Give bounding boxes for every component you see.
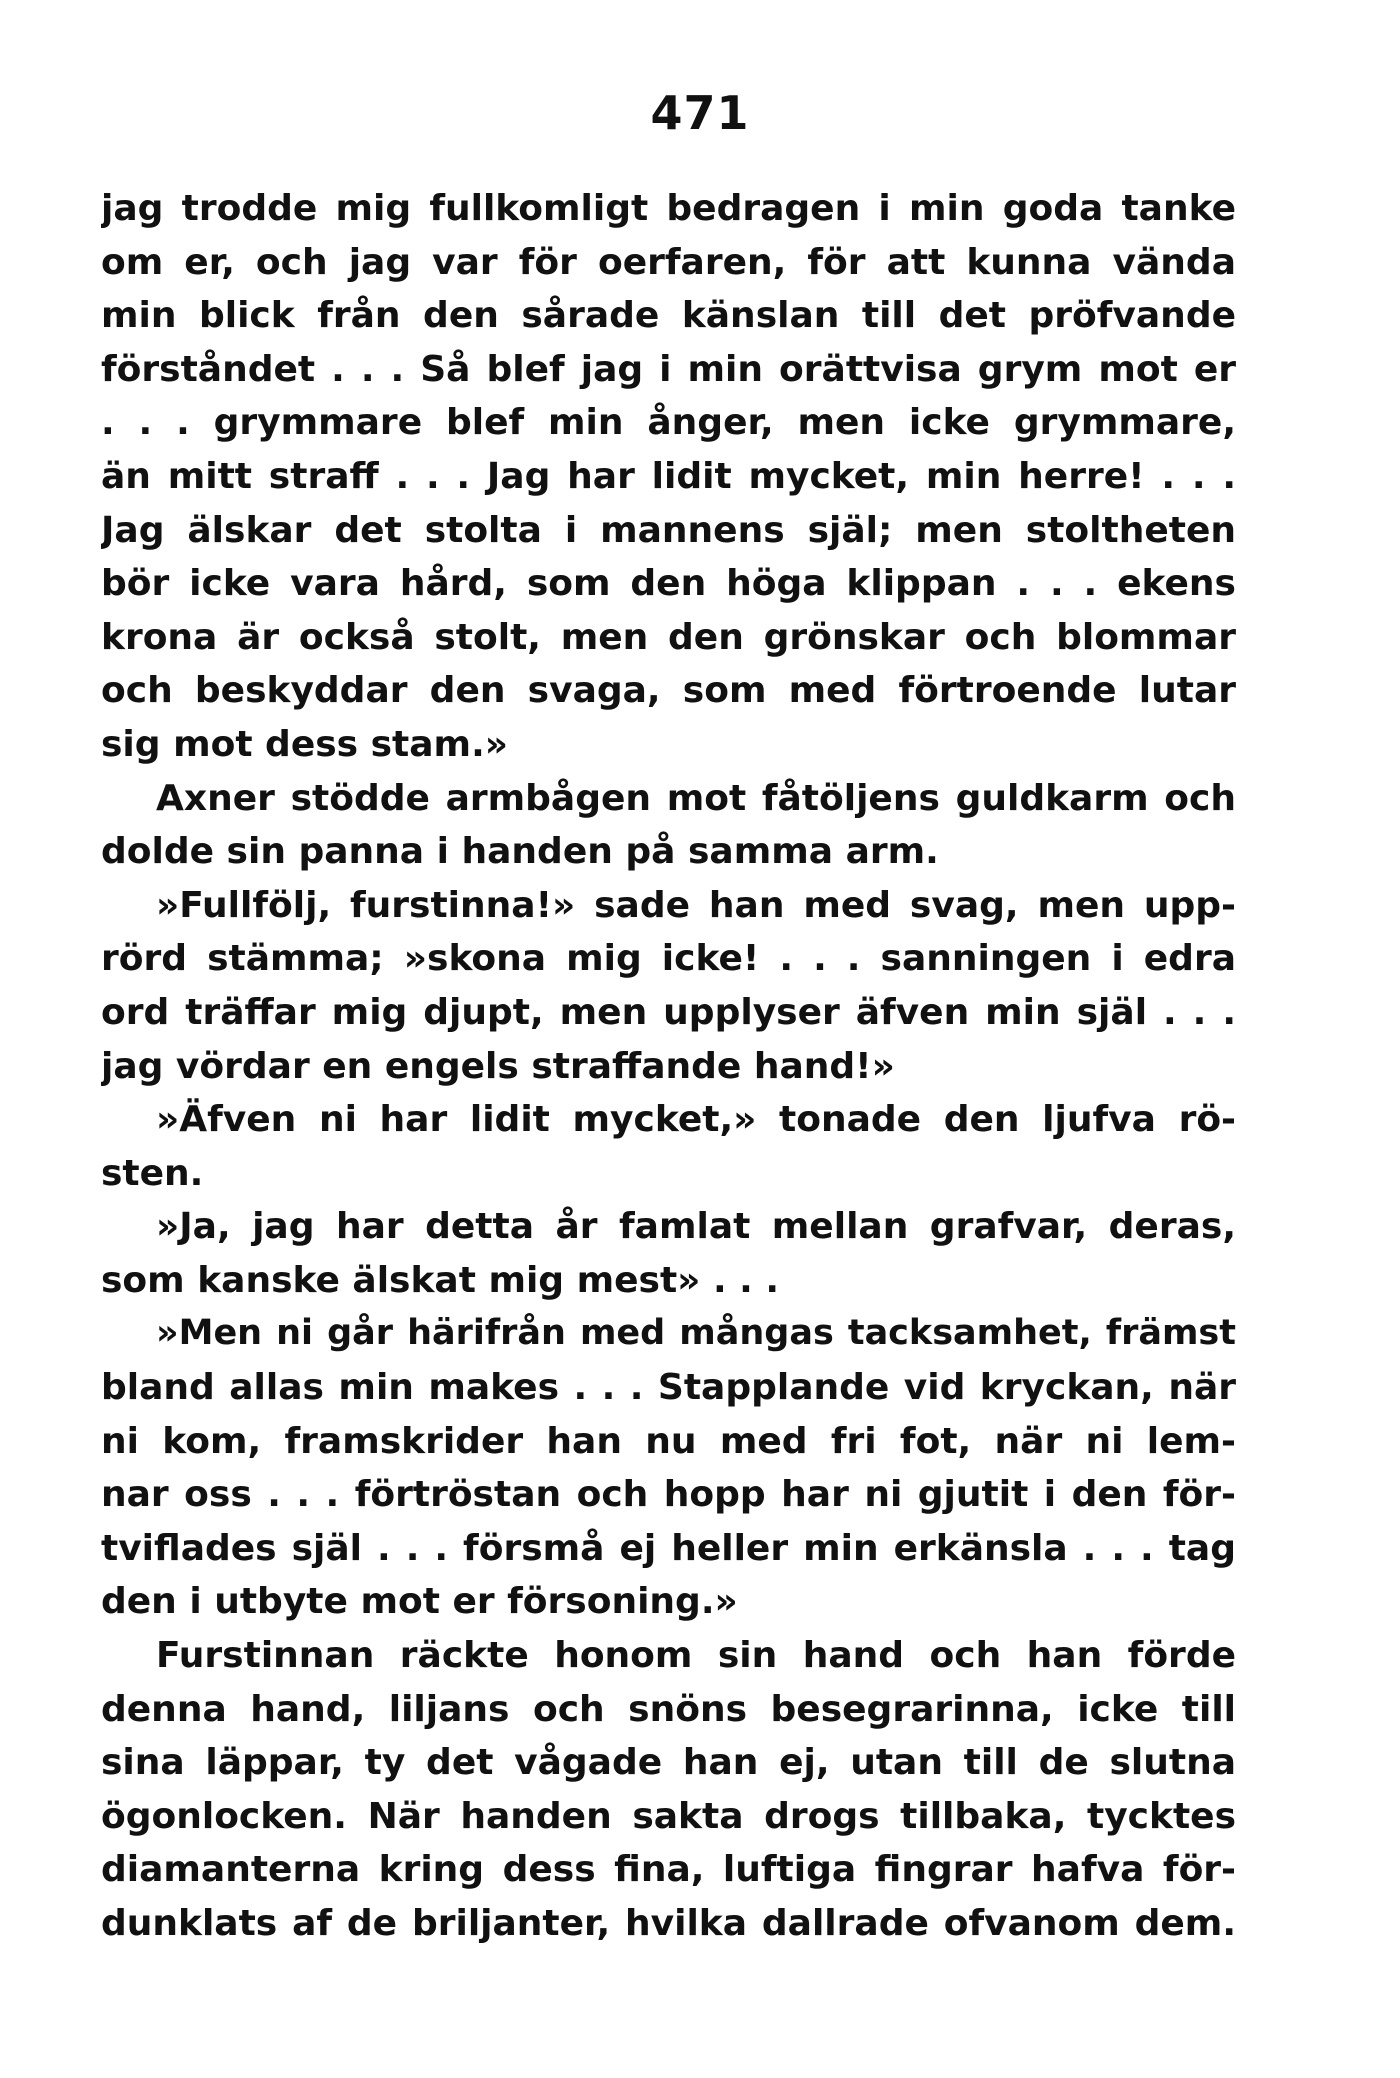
body-text [101, 182, 1236, 1951]
text-line: ord träffar mig djupt, men upplyser äfven min själ . . . [101, 991, 1236, 1033]
text-line: krona är också stolt, men den grönskar och blommar [101, 616, 1236, 658]
text-line: bör icke vara hård, som den höga klippan . . . ekens [101, 563, 1236, 605]
text-line: den i utbyte mot er försoning.» [101, 1581, 738, 1623]
text-line: denna hand, liljans och snöns besegrarinna, icke till [101, 1688, 1236, 1730]
text-line: tviflades själ . . . försmå ej heller min erkänsla . . . tag [101, 1527, 1236, 1569]
page-number: 471 [650, 86, 750, 140]
text-line: Furstinnan räckte honom sin hand och han förde [156, 1635, 1236, 1677]
text-line: diamanterna kring dess fina, luftiga fingrar hafva för- [101, 1849, 1236, 1891]
text-line: nar oss . . . förtröstan och hopp har ni gjutit i den för- [101, 1474, 1236, 1516]
text-line: om er, och jag var för oerfaren, för att kunna vända [101, 241, 1236, 283]
text-line: ögonlocken. När handen sakta drogs tillbaka, tycktes [101, 1795, 1236, 1837]
text-line: »Ja, jag har detta år famlat mellan grafvar, deras, [156, 1206, 1236, 1248]
text-line: förståndet . . . Så blef jag i min orättvisa grym mot er [101, 348, 1236, 390]
text-line: rörd stämma; »skona mig icke! . . . sanningen i edra [101, 938, 1236, 980]
text-line: min blick från den sårade känslan till det pröfvande [101, 295, 1236, 337]
text-line: Jag älskar det stolta i mannens själ; men stoltheten [101, 509, 1236, 551]
text-line: jag vördar en engels straffande hand!» [101, 1045, 895, 1087]
text-line: »Äfven ni har lidit mycket,» tonade den ljufva rö- [156, 1099, 1236, 1141]
text-line: »Men ni går härifrån med mångas tacksamhet, främst [156, 1313, 1236, 1354]
text-line: sina läppar, ty det vågade han ej, utan till de slutna [101, 1742, 1236, 1784]
text-line: dolde sin panna i handen på samma arm. [101, 831, 939, 873]
text-line: som kanske älskat mig mest» . . . [101, 1259, 780, 1301]
text-line: Axner stödde armbågen mot fåtöljens guldkarm och [156, 777, 1236, 819]
text-line: »Fullfölj, furstinna!» sade han med svag, men upp- [156, 884, 1236, 926]
text-line: och beskyddar den svaga, som med förtroende lutar [101, 670, 1236, 712]
text-line: bland allas min makes . . . Stapplande vid kryckan, när [101, 1367, 1236, 1409]
text-line: dunklats af de briljanter, hvilka dallrade ofvanom dem. [101, 1903, 1236, 1944]
text-line: sig mot dess stam.» [101, 723, 509, 765]
text-line: ni kom, framskrider han nu med fri fot, när ni lem- [101, 1420, 1236, 1462]
text-line: sten. [101, 1152, 204, 1194]
text-line: . . . grymmare blef min ånger, men icke grymmare, [101, 402, 1236, 444]
text-line: än mitt straff . . . Jag har lidit mycket, min herre! . . . [101, 455, 1236, 497]
text-line: jag trodde mig fullkomligt bedragen i min goda tanke [101, 188, 1236, 229]
